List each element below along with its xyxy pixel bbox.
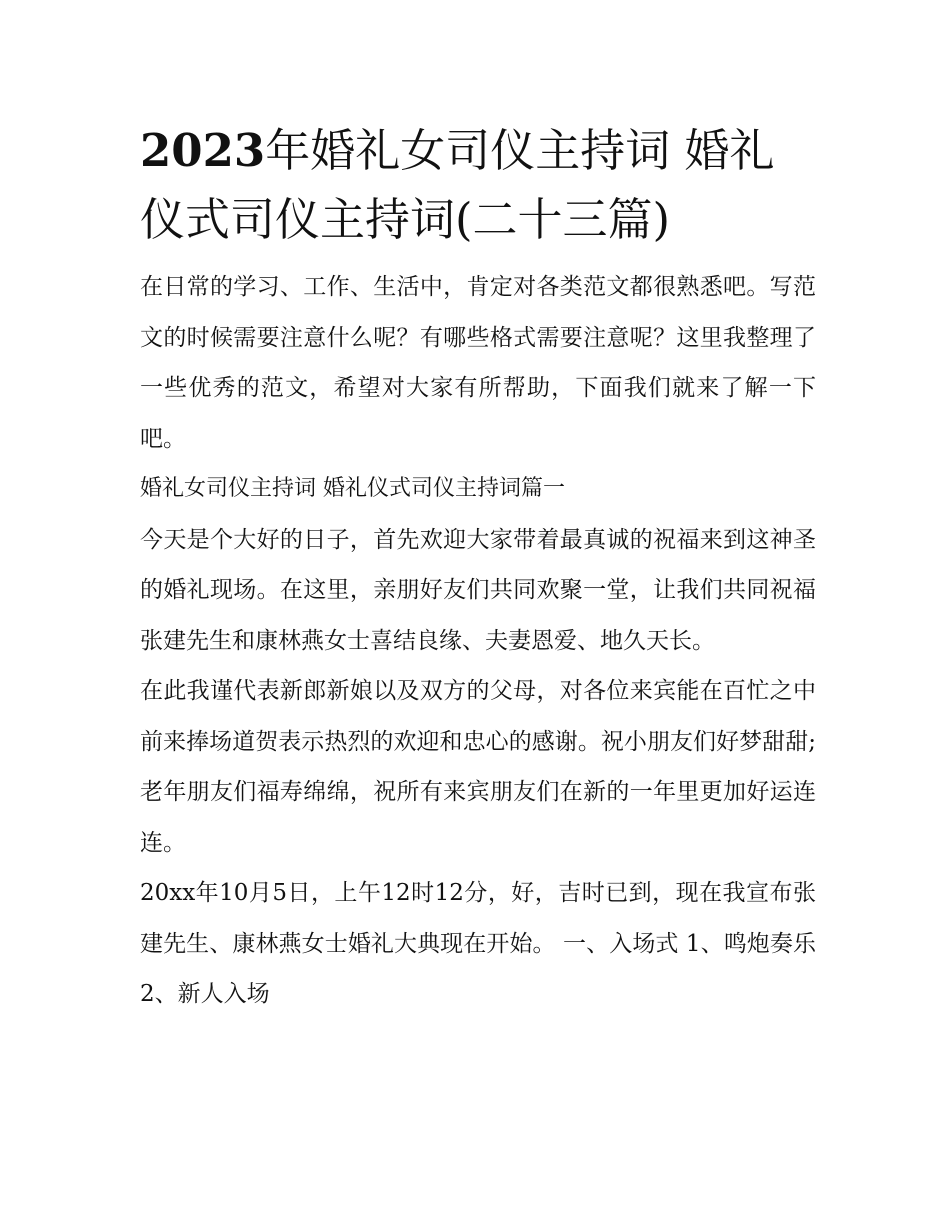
title-text: 年婚礼女司仪主持词 婚礼仪式司仪主持词(二十三篇) bbox=[140, 124, 775, 246]
intro-paragraph: 在日常的学习、工作、生活中，肯定对各类范文都很熟悉吧。写范文的时候需要注意什么呢？有哪些格式需要注意呢？这里我整理了一些优秀的范文，希望对大家有所帮助，下面我们就来了解一下吧。 bbox=[140, 274, 816, 452]
title-year: 2023 bbox=[140, 124, 266, 177]
document-body bbox=[140, 116, 816, 1020]
section-heading: 婚礼女司仪主持词 婚礼仪式司仪主持词篇一 bbox=[140, 476, 565, 501]
body-paragraph-3: 20xx年10月5日，上午12时12分，好，吉时已到，现在我宣布张建先生、康林燕女士婚礼大典现在开始。 一、入场式 1、鸣炮奏乐 2、新人入场 bbox=[140, 880, 816, 1007]
body-paragraph-1: 今天是个大好的日子，首先欢迎大家带着最真诚的祝福来到这神圣的婚礼现场。在这里，亲朋好友们共同欢聚一堂，让我们共同祝福张建先生和康林燕女士喜结良缘、夫妻恩爱、地久天长。 bbox=[140, 526, 816, 654]
body-paragraph-2: 在此我谨代表新郎新娘以及双方的父母，对各位来宾能在百忙之中前来捧场道贺表示热烈的欢迎和忠心的感谢。祝小朋友们好梦甜甜;老年朋友们福寿绵绵，祝所有来宾朋友们在新的一年里更加好运连连。 bbox=[140, 678, 816, 856]
document-title bbox=[140, 116, 816, 254]
